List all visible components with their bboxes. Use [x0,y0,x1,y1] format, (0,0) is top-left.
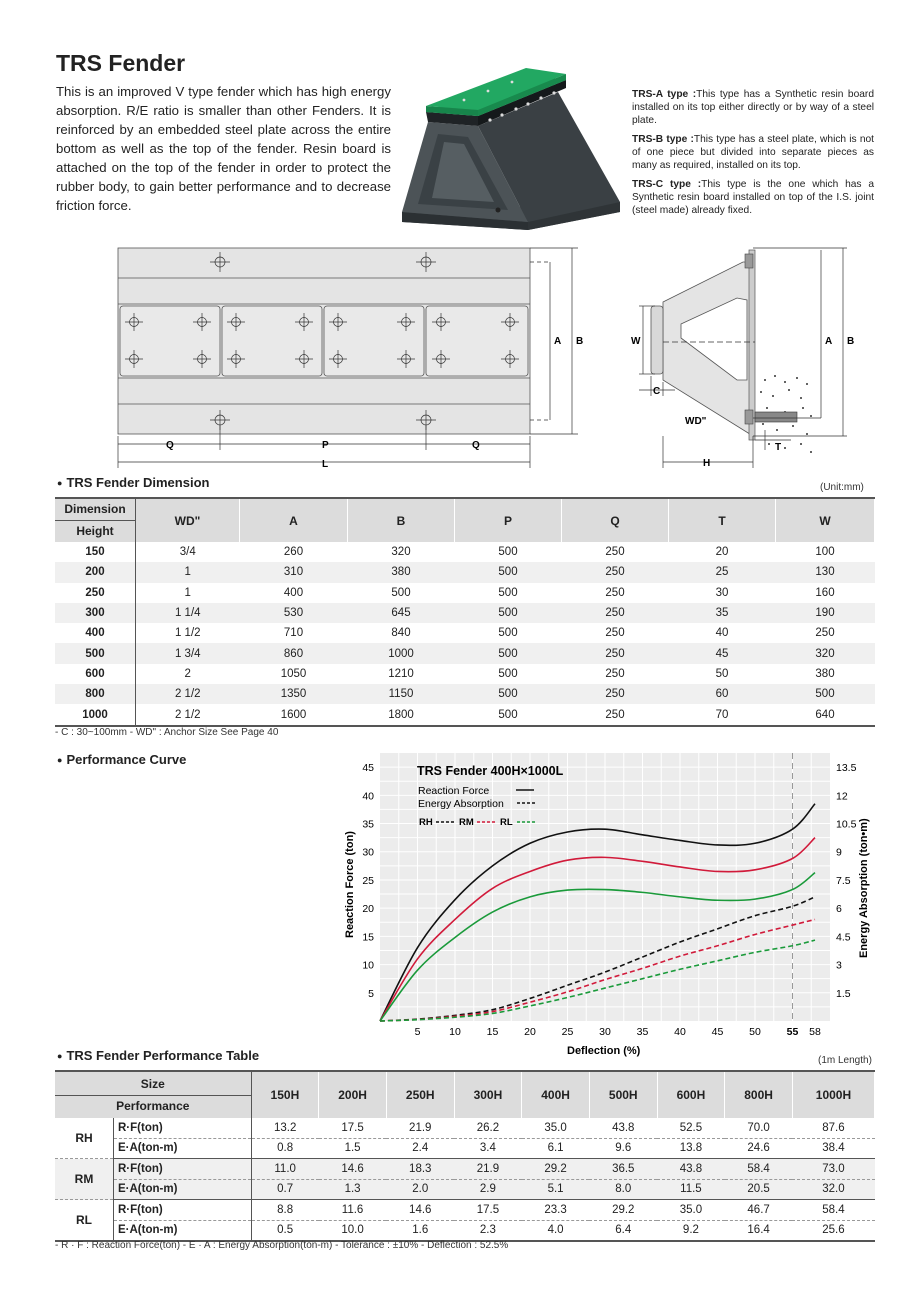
performance-cell: 9.6 [589,1138,657,1159]
x-tick-label: 45 [711,1026,724,1038]
dimension-cell: 250 [605,708,625,721]
dimension-height-cell: 600 [55,664,136,684]
dimension-row [55,643,875,663]
dimension-cell: 500 [498,667,518,680]
dimension-cell: 20 [715,546,729,559]
type-c-text: This type is the one which has a Synthetic resin board installed on top of the I.S. joint (steel made) already fixed. [632,179,875,216]
performance-cell: 2.3 [454,1220,522,1241]
performance-row [55,1220,875,1241]
performance-cell: 0.5 [251,1220,319,1241]
dimension-cell: 250 [605,586,625,599]
dimension-corner-cell [55,498,136,542]
dimension-cell: 500 [455,643,562,663]
performance-cell: 25.6 [792,1220,874,1241]
performance-table [55,1070,875,1242]
performance-metric-label: E·A(ton-m) [114,1138,252,1159]
x-tick-label: 50 [749,1026,761,1038]
dimension-cell: 1350 [240,684,348,704]
x-tick-label: 25 [561,1026,574,1038]
chart-title: TRS Fender 400H×1000L [417,764,564,778]
dimension-cell: 645 [348,603,455,623]
dimension-cell: 320 [391,546,411,559]
dimension-cell: 500 [498,708,518,721]
dimension-cell: 860 [240,643,348,663]
performance-cell: 35.0 [522,1118,590,1138]
dimension-cell: 50 [715,667,729,680]
y2-tick-label: 1.5 [836,987,851,1000]
chart-ylabel: Reaction Force (ton) [344,831,356,938]
side-dim-label-b: B [847,336,855,347]
legend-grade-rm: RM [459,817,474,828]
performance-cell: 20.5 [725,1179,793,1200]
side-view-drawing [625,240,875,472]
side-dim-label-wd: WD" [685,416,707,427]
performance-cell: 58.4 [792,1200,874,1221]
side-dim-label-h: H [703,458,711,469]
dimension-row [55,603,875,623]
performance-cell: 8.0 [589,1179,657,1200]
dim-label-l: L [322,459,329,470]
dimension-cell: 30 [715,586,729,599]
performance-row [55,1159,875,1180]
dimension-cell: 160 [815,586,835,599]
performance-col-header: 150H [251,1071,319,1118]
type-a [632,88,874,127]
dimension-height-cell: 150 [55,542,136,562]
performance-cell: 9.2 [657,1220,725,1241]
x-tick-label: 10 [449,1026,461,1038]
performance-metric-label: E·A(ton-m) [114,1220,252,1241]
performance-row [55,1200,875,1221]
performance-cell: 6.1 [522,1138,590,1159]
dimension-cell: 500 [776,684,875,704]
performance-cell: 43.8 [589,1118,657,1138]
y-tick-label: 25 [362,874,374,887]
dimension-row [55,542,875,562]
dimension-cell: 500 [498,627,518,640]
performance-cell: 11.6 [319,1200,387,1221]
dimension-height-cell: 300 [55,603,136,623]
dimension-cell: 500 [455,603,562,623]
performance-cell: 6.4 [589,1220,657,1241]
x-tick-label: 55 [786,1026,799,1038]
legend-grade-rl: RL [500,817,513,828]
performance-cell: 21.9 [386,1118,454,1138]
performance-corner-cell [55,1071,251,1118]
type-b [632,133,874,172]
performance-cell: 13.2 [251,1118,319,1138]
dimension-table [55,497,875,727]
y2-tick-label: 3 [836,959,842,972]
dimension-cell: 1600 [280,708,307,721]
y2-tick-label: 12 [836,790,848,803]
performance-header-row [55,1071,875,1118]
dimension-cell: 1 [184,586,191,599]
dimension-note: - C : 30~100mm - WD" : Anchor Size See Page 40 [55,727,279,738]
dimension-row [55,623,875,643]
performance-cell: 43.8 [657,1159,725,1180]
performance-cell: 17.5 [319,1118,387,1138]
dimension-cell: 40 [715,627,729,640]
performance-col-header: 300H [454,1071,522,1118]
performance-cell: 24.6 [725,1138,793,1159]
performance-metric-label: R·F(ton) [114,1200,252,1221]
front-view-drawing [110,240,590,472]
performance-cell: 23.3 [522,1200,590,1221]
dimension-col-header: WD" [136,498,240,542]
dimension-cell: 45 [669,643,776,663]
x-tick-label: 35 [636,1026,649,1038]
dimension-cell: 250 [562,643,669,663]
dimension-cell: 250 [562,684,669,704]
performance-cell: 4.0 [522,1220,590,1241]
y-tick-label: 20 [362,903,374,916]
dimension-cell: 60 [669,684,776,704]
performance-cell: 29.2 [589,1200,657,1221]
y2-tick-label: 4.5 [836,931,851,944]
dimension-cell: 190 [776,603,875,623]
legend-grade-rh: RH [419,817,433,828]
performance-cell: 87.6 [792,1118,874,1138]
y2-tick-label: 13.5 [836,762,857,775]
y-tick-label: 15 [362,931,374,944]
performance-metric-label: E·A(ton-m) [114,1179,252,1200]
dimension-section-title: ● TRS Fender Dimension [57,475,209,490]
dimension-cell: 1 1/4 [136,603,240,623]
performance-cell: 2.0 [386,1179,454,1200]
type-c-name: TRS-C type : [632,179,702,190]
performance-col-header: 250H [386,1071,454,1118]
performance-unit: (1m Length) [818,1055,872,1066]
dim-label-b: B [576,336,584,347]
performance-cell: 11.5 [657,1179,725,1200]
dimension-cell: 380 [348,562,455,582]
performance-cell: 26.2 [454,1118,522,1138]
type-c [632,178,874,217]
dimension-col-header: W [776,498,875,542]
dimension-cell: 840 [391,627,411,640]
dimension-height-cell: 800 [55,684,136,704]
dimension-cell: 2 1/2 [136,684,240,704]
dimension-cell: 250 [562,603,669,623]
dimension-corner-top: Dimension [55,499,135,521]
fender-product-image [398,62,626,234]
dimension-cell: 1 1/2 [174,627,201,640]
dimension-cell: 530 [240,603,348,623]
dim-label-q2: Q [472,440,480,451]
performance-group-label: RH [55,1118,114,1159]
performance-row [55,1118,875,1138]
performance-cell: 5.1 [522,1179,590,1200]
dimension-cell: 1050 [280,667,307,680]
x-tick-label: 30 [599,1026,611,1038]
performance-cell: 32.0 [792,1179,874,1200]
performance-cell: 0.8 [251,1138,319,1159]
legend-reaction-label: Reaction Force [418,785,490,797]
performance-cell: 11.0 [251,1159,319,1180]
page-title: TRS Fender [56,50,186,76]
performance-cell: 70.0 [725,1118,793,1138]
dimension-height-cell: 400 [55,623,136,643]
x-tick-label: 40 [674,1026,686,1038]
dimension-height-cell: 1000 [55,704,136,725]
dimension-cell: 25 [669,562,776,582]
dimension-cell: 1 3/4 [136,643,240,663]
dimension-col-header: B [348,498,455,542]
dimension-row [55,684,875,704]
dimension-cell: 1800 [388,708,414,721]
performance-table-body [55,1118,875,1241]
performance-col-header: 1000H [792,1071,874,1118]
performance-cell: 0.7 [251,1179,319,1200]
performance-note: - R · F : Reaction Force(ton) - E · A : Energy Absorption(ton-m) - Tolerance : ±10% - Deflection : 52.5% [55,1240,509,1251]
dimension-cell: 250 [562,562,669,582]
dimension-row [55,704,875,725]
dimension-cell: 2 1/2 [174,708,201,721]
y-tick-label: 35 [362,818,374,831]
performance-cell: 14.6 [386,1200,454,1221]
performance-chart [335,748,880,1063]
performance-cell: 1.3 [319,1179,387,1200]
dimension-height-cell: 250 [55,583,136,603]
dimension-cell: 250 [605,667,625,680]
dimension-corner-bottom: Height [76,524,114,538]
dimension-row [55,664,875,684]
performance-curve-section-title: ● Performance Curve [57,752,186,767]
dimension-cell: 380 [815,667,835,680]
dimension-col-header: T [669,498,776,542]
dimension-col-header: Q [562,498,669,542]
dimension-table-body [55,542,875,726]
y2-tick-label: 10.5 [836,818,857,831]
dimension-cell: 260 [283,546,304,559]
x-tick-label: 20 [524,1026,536,1038]
dimension-unit: (Unit:mm) [820,482,864,493]
side-dim-label-a: A [825,336,833,347]
y-tick-label: 40 [362,790,374,803]
y-tick-label: 45 [362,762,374,775]
dimension-cell: 100 [815,546,835,559]
dimension-cell: 250 [605,627,625,640]
dimension-cell: 500 [391,586,411,599]
performance-cell: 14.6 [319,1159,387,1180]
dimension-cell: 1000 [348,643,455,663]
dimension-row [55,562,875,582]
performance-cell: 1.5 [319,1138,387,1159]
performance-table-section-title: ● TRS Fender Performance Table [57,1048,259,1063]
dimension-cell: 2 [184,667,191,680]
performance-cell: 1.6 [386,1220,454,1241]
dimension-cell: 310 [240,562,348,582]
dimension-cell: 1 [136,562,240,582]
performance-cell: 46.7 [725,1200,793,1221]
performance-row [55,1179,875,1200]
performance-cell: 36.5 [589,1159,657,1180]
dimension-cell: 500 [498,586,518,599]
performance-metric-label: R·F(ton) [114,1118,252,1138]
type-b-name: TRS-B type : [632,134,694,145]
performance-cell: 2.9 [454,1179,522,1200]
performance-row [55,1138,875,1159]
dim-label-q1: Q [166,440,174,451]
y-tick-label: 10 [362,959,374,972]
dimension-cell: 640 [815,708,835,721]
side-dim-label-w: W [631,336,641,347]
performance-cell: 10.0 [319,1220,387,1241]
performance-cell: 38.4 [792,1138,874,1159]
performance-group-label: RM [55,1159,114,1200]
performance-col-header: 200H [319,1071,387,1118]
performance-cell: 73.0 [792,1159,874,1180]
performance-cell: 52.5 [657,1118,725,1138]
type-b-text: This type has a steel plate, which is not of one piece but divided into separate pieces as many as required, installed on its top. [632,134,875,171]
dimension-height-cell: 500 [55,643,136,663]
performance-cell: 35.0 [657,1200,725,1221]
performance-col-header: 600H [657,1071,725,1118]
performance-cell: 8.8 [251,1200,319,1221]
y-tick-label: 30 [362,846,374,859]
chart-y2label: Energy Absorption (ton•m) [858,818,870,958]
dimension-cell: 3/4 [179,546,196,559]
x-tick-label: 5 [414,1026,421,1038]
chart-xlabel: Deflection (%) [567,1045,641,1057]
dimension-cell: 1150 [348,684,455,704]
y2-tick-label: 7.5 [836,874,851,887]
y-tick-label: 5 [368,987,374,1000]
performance-corner-top: Size [55,1074,251,1096]
dimension-cell: 250 [815,627,835,640]
performance-col-header: 400H [522,1071,590,1118]
performance-cell: 3.4 [454,1138,522,1159]
performance-cell: 13.8 [657,1138,725,1159]
dimension-row [55,583,875,603]
dimension-cell: 500 [455,562,562,582]
type-a-text: This type has a Synthetic resin board installed on its top either directly or by way of a steel plate. [632,89,874,126]
performance-cell: 29.2 [522,1159,590,1180]
performance-cell: 17.5 [454,1200,522,1221]
x-tick-label: 58 [809,1026,821,1038]
dimension-cell: 70 [715,708,729,721]
dimension-cell: 710 [283,627,304,640]
y2-tick-label: 9 [836,846,842,859]
dimension-cell: 400 [283,586,304,599]
dimension-height-cell: 200 [55,562,136,582]
performance-col-header: 500H [589,1071,657,1118]
dimension-cell: 500 [455,684,562,704]
performance-col-header: 800H [725,1071,793,1118]
performance-metric-label: R·F(ton) [114,1159,252,1180]
dim-label-a: A [554,336,562,347]
dimension-cell: 250 [605,546,625,559]
performance-cell: 16.4 [725,1220,793,1241]
dimension-cell: 35 [669,603,776,623]
type-a-name: TRS-A type : [632,89,697,100]
dimension-cell: 500 [498,546,518,559]
dimension-col-header: A [240,498,348,542]
y2-tick-label: 6 [836,903,842,916]
performance-cell: 2.4 [386,1138,454,1159]
side-dim-label-c: C [653,386,661,397]
fender-types [632,88,874,223]
legend-energy-label: Energy Absorption [418,798,504,810]
intro-text: This is an improved V type fender which has high energy absorption. R/E ratio is smaller than other Fenders. It is reinforced by an embedded steel plate across the entire bottom as well as the top of the fender. Resin board is attached on the top of the fender in order to protect the rubber body, to gain better performance and to decrease friction force. [56,84,391,213]
performance-cell: 18.3 [386,1159,454,1180]
performance-cell: 21.9 [454,1159,522,1180]
performance-cell: 58.4 [725,1159,793,1180]
dimension-cell: 130 [776,562,875,582]
performance-group-label: RL [55,1200,114,1242]
dimension-header-row [55,498,875,542]
x-tick-label: 15 [486,1026,499,1038]
dim-label-p: P [322,440,329,451]
performance-corner-bottom: Performance [116,1098,190,1113]
side-dim-label-t: T [775,442,782,453]
dimension-col-header: P [455,498,562,542]
dimension-cell: 1210 [388,667,414,680]
dimension-cell: 320 [776,643,875,663]
